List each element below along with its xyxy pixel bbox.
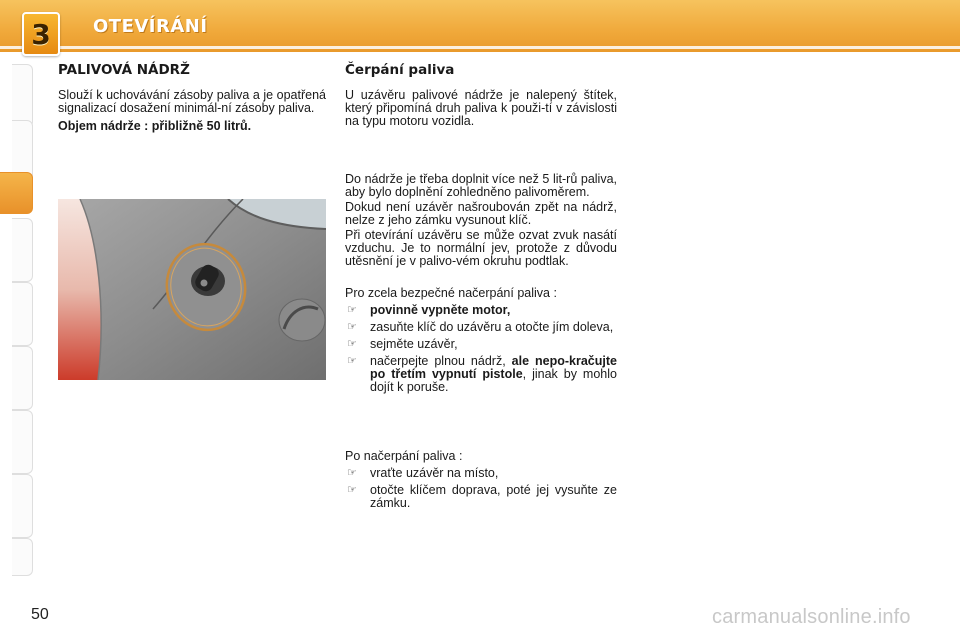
after-refueling-intro: Po načerpání paliva : [345,449,463,463]
after-refueling-steps [345,467,617,510]
minimum-fill-paragraph: Do nádrže je třeba doplnit více než 5 lit-rů paliva, aby bylo doplnění zohledněno palivoměrem. [345,172,617,199]
list-item: ☞ načerpejte plnou nádrž, ale nepo-kračujte po třetím vypnutí pistole, jinak by mohlo dojít k poruše. [347,354,617,394]
section-title: PALIVOVÁ NÁDRŽ [58,62,190,78]
list-item: ☞ otočte klíčem doprava, poté jej vysuňte ze zámku. [347,483,617,510]
list-item: ☞ zasuňte klíč do uzávěru a otočte jím doleva, [347,320,614,334]
chapter-tabs [0,64,34,584]
site-watermark[interactable]: carmanualsonline.info [712,606,911,628]
chapter-tab-8[interactable] [12,474,33,538]
refueling-title: Čerpání paliva [345,62,455,78]
chapter-header [0,0,960,52]
chapter-title: OTEVÍRÁNÍ [93,16,208,37]
list-item: ☞ vraťte uzávěr na místo, [347,466,499,480]
chapter-tab-7[interactable] [12,410,33,474]
chapter-number: 3 [31,17,51,51]
refueling-steps [345,304,617,394]
chapter-tab-1[interactable] [12,64,33,128]
hand-pointer-icon: ☞ [347,467,357,479]
fuel-tank-section [58,62,326,133]
list-item: ☞ povinně vypněte motor, [347,303,511,317]
chapter-tab-3[interactable] [0,172,33,214]
safety-intro: Pro zcela bezpečné načerpání paliva : [345,286,557,300]
hand-pointer-icon: ☞ [347,355,357,367]
chapter-badge [22,12,60,56]
hand-pointer-icon: ☞ [347,484,357,496]
fuel-cap-photo [58,199,326,380]
chapter-tab-6[interactable] [12,346,33,410]
page-number: 50 [31,606,49,623]
hand-pointer-icon: ☞ [347,338,357,350]
refueling-section [345,62,617,510]
list-item: ☞ sejměte uzávěr, [347,337,458,351]
tank-capacity: Objem nádrže : přibližně 50 litrů. [58,119,252,133]
hand-pointer-icon: ☞ [347,304,357,316]
intro-paragraph: Slouží k uchovávání zásoby paliva a je opatřená signalizací dosažení minimál-ní zásoby paliva. [58,88,326,115]
key-removal-paragraph: Dokud není uzávěr našroubován zpět na nádrž, nelze z jeho zámku vysunout klíč. [345,200,617,227]
hand-pointer-icon: ☞ [347,321,357,333]
fuel-label-paragraph: U uzávěru palivové nádrže je nalepený štítek, který připomíná druh paliva k použi-tí v závislosti na typu motoru vozidla. [345,88,617,128]
chapter-tab-9[interactable] [12,538,33,576]
header-divider [0,46,960,49]
chapter-tab-5[interactable] [12,282,33,346]
chapter-tab-4[interactable] [12,218,33,282]
vacuum-noise-paragraph: Při otevírání uzávěru se může ozvat zvuk nasátí vzduchu. Je to normální jev, protože z důvodu utěsnění je v palivo-vém okruhu podtlak. [345,228,617,268]
